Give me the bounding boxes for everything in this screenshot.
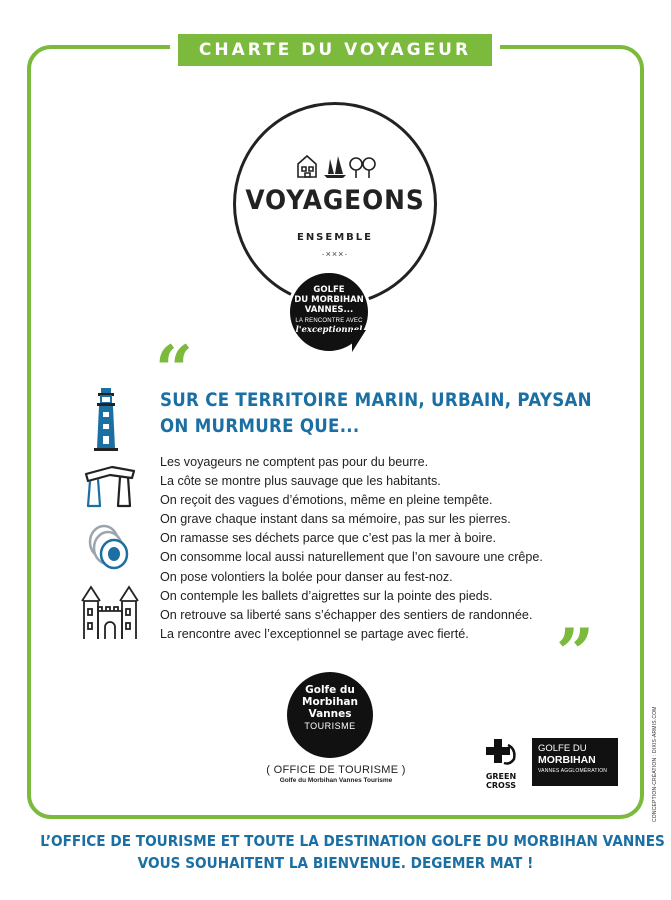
- design-credit: [652, 706, 660, 832]
- headline-line-1: SUR CE TERRITOIRE MARIN, URBAIN, PAYSAN: [160, 390, 592, 411]
- bubble-line-3: VANNES...: [304, 305, 354, 315]
- office-caption: [236, 764, 436, 784]
- ot-logo-line-3: Vannes: [308, 708, 352, 720]
- trees-icon: [350, 158, 375, 178]
- office-title: ( OFFICE DE TOURISME ): [266, 764, 406, 776]
- list-item: Les voyageurs ne comptent pas pour du beurre.: [160, 455, 429, 469]
- list-item: On retrouve sa liberté sans s’échapper des sentiers de randonnée.: [160, 607, 533, 622]
- list-item: On contemple les ballets d’aigrettes sur la pointe des pieds.: [160, 588, 493, 603]
- bubble-line-2: DU MORBIHAN: [294, 295, 364, 305]
- gmva-line-2: MORBIHAN: [538, 754, 596, 766]
- footer-line-1: L’OFFICE DE TOURISME ET TOUTE LA DESTINATION GOLFE DU MORBIHAN VANNES: [40, 832, 665, 850]
- badge-title: VOYAGEONS: [245, 185, 425, 216]
- bubble-tail: [352, 330, 366, 352]
- ot-logo-line-1: Golfe du: [305, 684, 355, 696]
- castle-icon: [80, 583, 140, 641]
- footer-welcome: [0, 830, 671, 874]
- charter-list: [160, 453, 600, 644]
- tourism-logo: [287, 672, 373, 758]
- list-item: On consomme local aussi naturellement que l’on savoure une crêpe.: [160, 550, 543, 565]
- list-item: On ramasse ses déchets parce que c’est pas la mer à boire.: [160, 531, 496, 546]
- lighthouse-icon: [92, 386, 120, 452]
- gmva-line-1: GOLFE DU: [538, 743, 587, 754]
- house-icon: [298, 156, 316, 177]
- badge-ornament: ·×××·: [321, 249, 349, 259]
- bubble-line-1: GOLFE: [313, 285, 345, 295]
- green-cross-icon: [484, 737, 518, 767]
- headline-line-2: ON MURMURE QUE...: [160, 416, 360, 437]
- oyster-icon: [84, 522, 134, 574]
- headline: [160, 388, 600, 440]
- sailboat-icon: [324, 156, 346, 178]
- ot-logo-line-2: Morbihan: [302, 696, 358, 708]
- open-quote-mark: “: [155, 331, 193, 409]
- list-item: La côte se montre plus sauvage que les habitants.: [160, 474, 441, 489]
- page-title: CHARTE DU VOYAGEUR: [178, 34, 492, 66]
- list-item: On pose volontiers la bolée pour danser au fest-noz.: [160, 569, 453, 584]
- dolmen-icon: [82, 462, 138, 510]
- list-item: La rencontre avec l’exceptionnel se partage avec fierté.: [160, 626, 469, 641]
- badge-subtitle: ENSEMBLE: [296, 232, 373, 243]
- close-quote-mark: ”: [556, 614, 594, 692]
- gmva-line-3: VANNES AGGLOMÉRATION: [538, 768, 608, 774]
- gmva-logo: [532, 738, 618, 786]
- badge-icons: [236, 153, 434, 184]
- header-banner: [170, 28, 500, 72]
- bubble-line-4: LA RENCONTRE AVEC: [295, 318, 363, 324]
- footer-line-2: VOUS SOUHAITENT LA BIENVENUE. DEGEMER MAT !: [137, 854, 534, 872]
- bubble-line-5: l'exceptionnel: [295, 325, 363, 335]
- list-item: On reçoit des vagues d’émotions, même en pleine tempête.: [160, 493, 493, 508]
- list-item: On grave chaque instant dans sa mémoire, pas sur les pierres.: [160, 512, 511, 527]
- ot-logo-line-4: TOURISME: [304, 721, 356, 731]
- green-cross-logo: [478, 737, 524, 790]
- green-cross-line-1: GREEN: [485, 772, 517, 781]
- office-subtitle: Golfe du Morbihan Vannes Tourisme: [279, 777, 393, 784]
- credit-text: CONCEPTION-CRÉATION : DIXIS-ARMIS.COM: [652, 706, 658, 822]
- green-cross-line-2: CROSS: [486, 781, 516, 790]
